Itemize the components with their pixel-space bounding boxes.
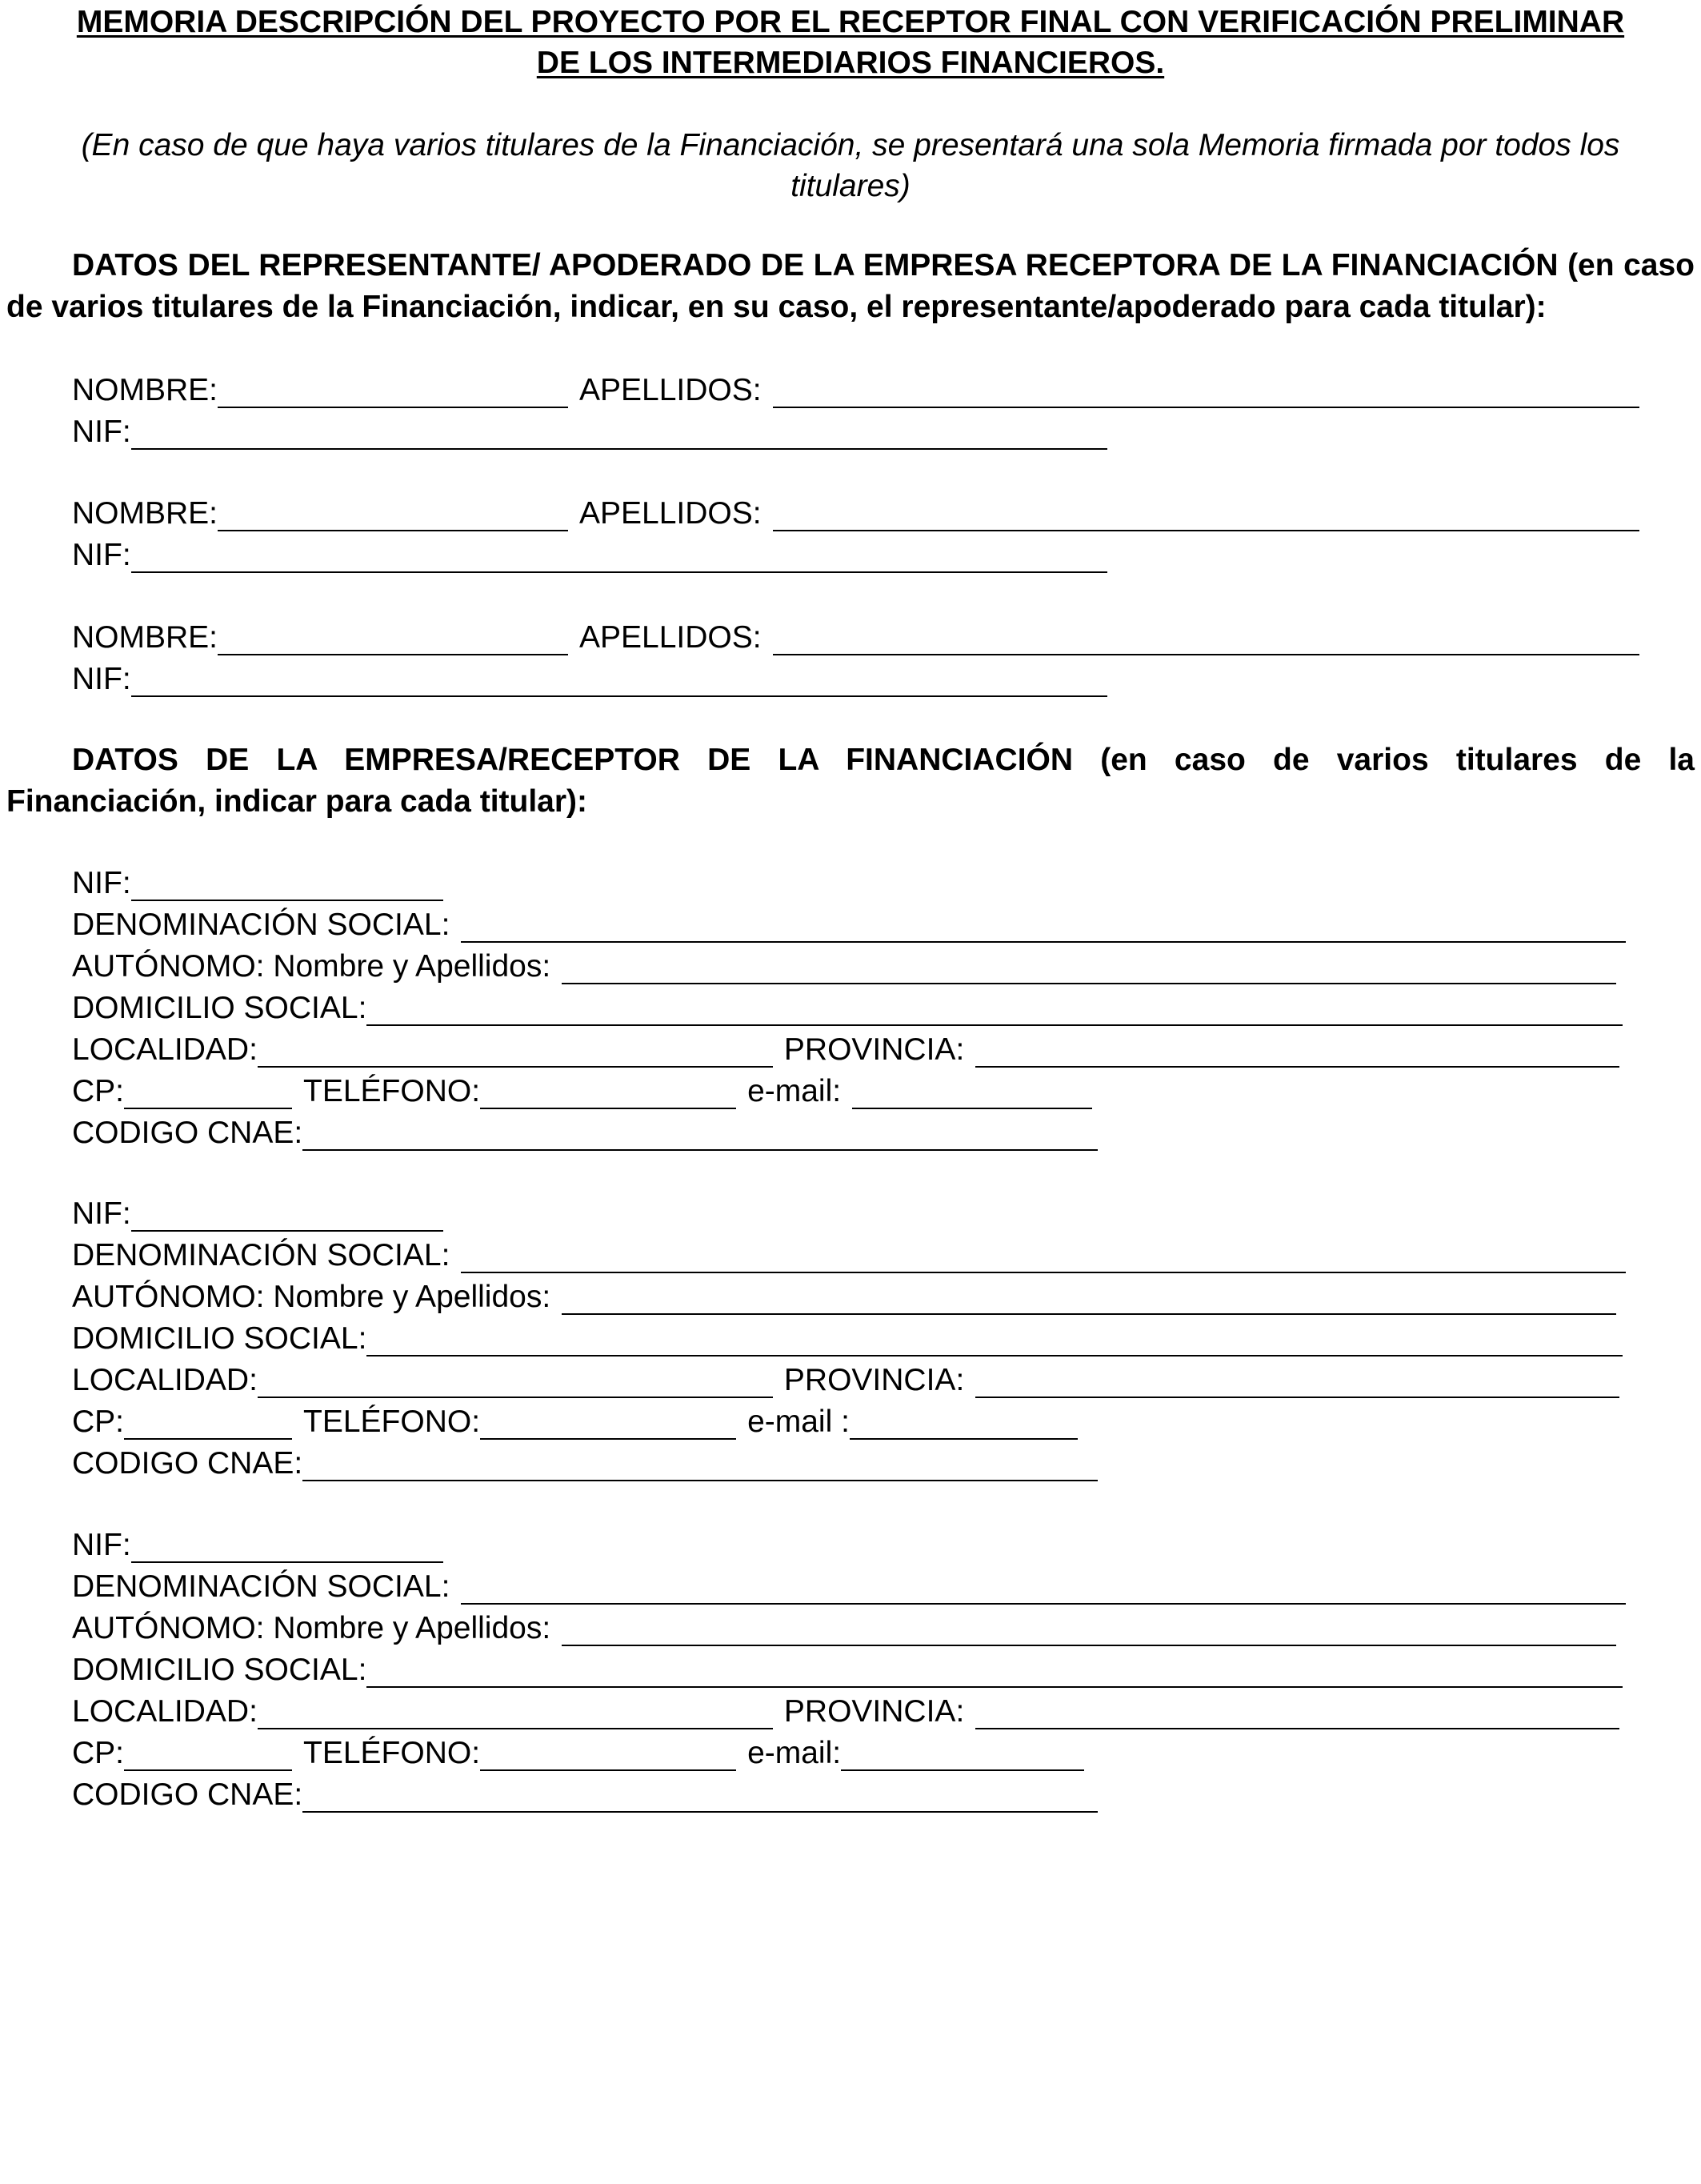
domicilio-label: DOMICILIO SOCIAL: bbox=[72, 991, 367, 1025]
localidad-field[interactable] bbox=[258, 1691, 773, 1729]
title-line-1: MEMORIA DESCRIPCIÓN DEL PROYECTO POR EL RECEPTOR FINAL CON VERIFICACIÓN PRELIMINAR bbox=[76, 5, 1625, 39]
localidad-label: LOCALIDAD: bbox=[72, 1032, 258, 1067]
denominacion-field[interactable] bbox=[461, 1235, 1626, 1273]
nif-label: NIF: bbox=[72, 866, 131, 900]
autonomo-field[interactable] bbox=[562, 1608, 1616, 1646]
domicilio-field[interactable] bbox=[366, 1318, 1623, 1356]
email-label: e-mail: bbox=[747, 1736, 842, 1770]
apellidos-label: APELLIDOS: bbox=[579, 620, 762, 655]
company1-cnae-row bbox=[72, 1112, 1098, 1154]
company3-domicilio-row bbox=[72, 1649, 1623, 1691]
telefono-label: TELÉFONO: bbox=[303, 1736, 481, 1770]
company3-autonomo-row bbox=[72, 1608, 1616, 1649]
cnae-field[interactable] bbox=[302, 1774, 1098, 1813]
company3-denominacion-row bbox=[72, 1566, 1626, 1608]
localidad-field[interactable] bbox=[258, 1360, 773, 1398]
domicilio-field[interactable] bbox=[366, 988, 1623, 1026]
company2-cnae-row bbox=[72, 1443, 1098, 1485]
nombre-field[interactable] bbox=[218, 617, 568, 655]
email-field[interactable] bbox=[841, 1733, 1084, 1771]
rep2-nombre-apellidos-row bbox=[72, 493, 1639, 535]
nif-field[interactable] bbox=[131, 535, 1107, 573]
autonomo-label: AUTÓNOMO: Nombre y Apellidos: bbox=[72, 1280, 551, 1314]
company3-cnae-row bbox=[72, 1774, 1098, 1816]
apellidos-field[interactable] bbox=[773, 493, 1639, 531]
cnae-label: CODIGO CNAE: bbox=[72, 1777, 303, 1812]
nif-field[interactable] bbox=[131, 863, 443, 901]
denominacion-label: DENOMINACIÓN SOCIAL: bbox=[72, 908, 450, 942]
nif-label: NIF: bbox=[72, 538, 131, 572]
denominacion-field[interactable] bbox=[461, 904, 1626, 943]
apellidos-field[interactable] bbox=[773, 617, 1639, 655]
company1-denominacion-row bbox=[72, 904, 1626, 946]
nombre-field[interactable] bbox=[218, 493, 568, 531]
cp-field[interactable] bbox=[124, 1071, 292, 1109]
provincia-label: PROVINCIA: bbox=[783, 1032, 965, 1067]
section-heading-empresa-line-2: Financiación, indicar para cada titular): bbox=[6, 784, 588, 819]
nif-field[interactable] bbox=[131, 1525, 443, 1563]
rep3-nif-row bbox=[72, 659, 1107, 700]
company1-nif-row bbox=[72, 863, 443, 904]
company2-autonomo-row bbox=[72, 1276, 1616, 1318]
company3-localidad-provincia-row bbox=[72, 1691, 1619, 1733]
apellidos-label: APELLIDOS: bbox=[579, 373, 762, 407]
company2-nif-row bbox=[72, 1193, 443, 1235]
cnae-label: CODIGO CNAE: bbox=[72, 1116, 303, 1150]
domicilio-label: DOMICILIO SOCIAL: bbox=[72, 1653, 367, 1687]
company2-cp-telefono-email-row bbox=[72, 1401, 1078, 1443]
cnae-field[interactable] bbox=[302, 1443, 1098, 1481]
email-field[interactable] bbox=[850, 1401, 1078, 1440]
company1-cp-telefono-email-row bbox=[72, 1071, 1092, 1112]
subtitle-line-1: (En caso de que haya varios titulares de la Financiación, se presentará una sola Memoria firmada por todos los bbox=[81, 128, 1620, 162]
telefono-field[interactable] bbox=[480, 1071, 736, 1109]
company3-cp-telefono-email-row bbox=[72, 1733, 1084, 1774]
localidad-label: LOCALIDAD: bbox=[72, 1363, 258, 1397]
subtitle-line-2: titulares) bbox=[790, 169, 911, 203]
company1-autonomo-row bbox=[72, 946, 1616, 988]
document-title bbox=[8, 2, 1693, 83]
telefono-field[interactable] bbox=[480, 1401, 736, 1440]
section-heading-empresa bbox=[6, 739, 1695, 823]
company1-domicilio-row bbox=[72, 988, 1623, 1029]
denominacion-label: DENOMINACIÓN SOCIAL: bbox=[72, 1238, 450, 1272]
email-label: e-mail : bbox=[747, 1405, 850, 1439]
cp-field[interactable] bbox=[124, 1401, 292, 1440]
nif-field[interactable] bbox=[131, 411, 1107, 450]
autonomo-field[interactable] bbox=[562, 946, 1616, 984]
section-heading-empresa-line-1: DATOS DE LA EMPRESA/RECEPTOR DE LA FINANCIACIÓN (en caso de varios titulares de la bbox=[72, 743, 1695, 777]
nif-field[interactable] bbox=[131, 1193, 443, 1232]
company2-domicilio-row bbox=[72, 1318, 1623, 1360]
cnae-label: CODIGO CNAE: bbox=[72, 1446, 303, 1481]
company2-denominacion-row bbox=[72, 1235, 1626, 1276]
email-field[interactable] bbox=[852, 1071, 1092, 1109]
rep3-nombre-apellidos-row bbox=[72, 617, 1639, 659]
cp-label: CP: bbox=[72, 1405, 125, 1439]
telefono-field[interactable] bbox=[480, 1733, 736, 1771]
telefono-label: TELÉFONO: bbox=[303, 1074, 481, 1108]
localidad-label: LOCALIDAD: bbox=[72, 1694, 258, 1729]
nombre-field[interactable] bbox=[218, 370, 568, 408]
provincia-field[interactable] bbox=[975, 1691, 1619, 1729]
nif-field[interactable] bbox=[131, 659, 1107, 697]
provincia-label: PROVINCIA: bbox=[783, 1363, 965, 1397]
cnae-field[interactable] bbox=[302, 1112, 1098, 1151]
cp-field[interactable] bbox=[124, 1733, 292, 1771]
denominacion-label: DENOMINACIÓN SOCIAL: bbox=[72, 1569, 450, 1604]
rep2-nif-row bbox=[72, 535, 1107, 576]
apellidos-label: APELLIDOS: bbox=[579, 496, 762, 531]
nif-label: NIF: bbox=[72, 1528, 131, 1562]
apellidos-field[interactable] bbox=[773, 370, 1639, 408]
rep1-nombre-apellidos-row bbox=[72, 370, 1639, 411]
nombre-label: NOMBRE: bbox=[72, 496, 218, 531]
provincia-field[interactable] bbox=[975, 1029, 1619, 1068]
email-label: e-mail: bbox=[747, 1074, 842, 1108]
section-heading-representante: DATOS DEL REPRESENTANTE/ APODERADO DE LA EMPRESA RECEPTORA DE LA FINANCIACIÓN (en caso de varios titulares de la Financiación, indicar, en su caso, el representante/apoderado para cada titular): bbox=[6, 248, 1695, 324]
denominacion-field[interactable] bbox=[461, 1566, 1626, 1605]
provincia-label: PROVINCIA: bbox=[783, 1694, 965, 1729]
domicilio-label: DOMICILIO SOCIAL: bbox=[72, 1321, 367, 1356]
autonomo-label: AUTÓNOMO: Nombre y Apellidos: bbox=[72, 949, 551, 984]
autonomo-label: AUTÓNOMO: Nombre y Apellidos: bbox=[72, 1611, 551, 1645]
company1-localidad-provincia-row bbox=[72, 1029, 1619, 1071]
provincia-field[interactable] bbox=[975, 1360, 1619, 1398]
nif-label: NIF: bbox=[72, 662, 131, 696]
nombre-label: NOMBRE: bbox=[72, 373, 218, 407]
document-subtitle bbox=[8, 125, 1693, 206]
cp-label: CP: bbox=[72, 1074, 125, 1108]
autonomo-field[interactable] bbox=[562, 1276, 1616, 1315]
company3-nif-row bbox=[72, 1525, 443, 1566]
rep1-nif-row bbox=[72, 411, 1107, 453]
company2-localidad-provincia-row bbox=[72, 1360, 1619, 1401]
cp-label: CP: bbox=[72, 1736, 125, 1770]
telefono-label: TELÉFONO: bbox=[303, 1405, 481, 1439]
domicilio-field[interactable] bbox=[366, 1649, 1623, 1688]
nif-label: NIF: bbox=[72, 1196, 131, 1231]
localidad-field[interactable] bbox=[258, 1029, 773, 1068]
title-line-2: DE LOS INTERMEDIARIOS FINANCIEROS. bbox=[536, 46, 1165, 80]
nombre-label: NOMBRE: bbox=[72, 620, 218, 655]
nif-label: NIF: bbox=[72, 415, 131, 449]
